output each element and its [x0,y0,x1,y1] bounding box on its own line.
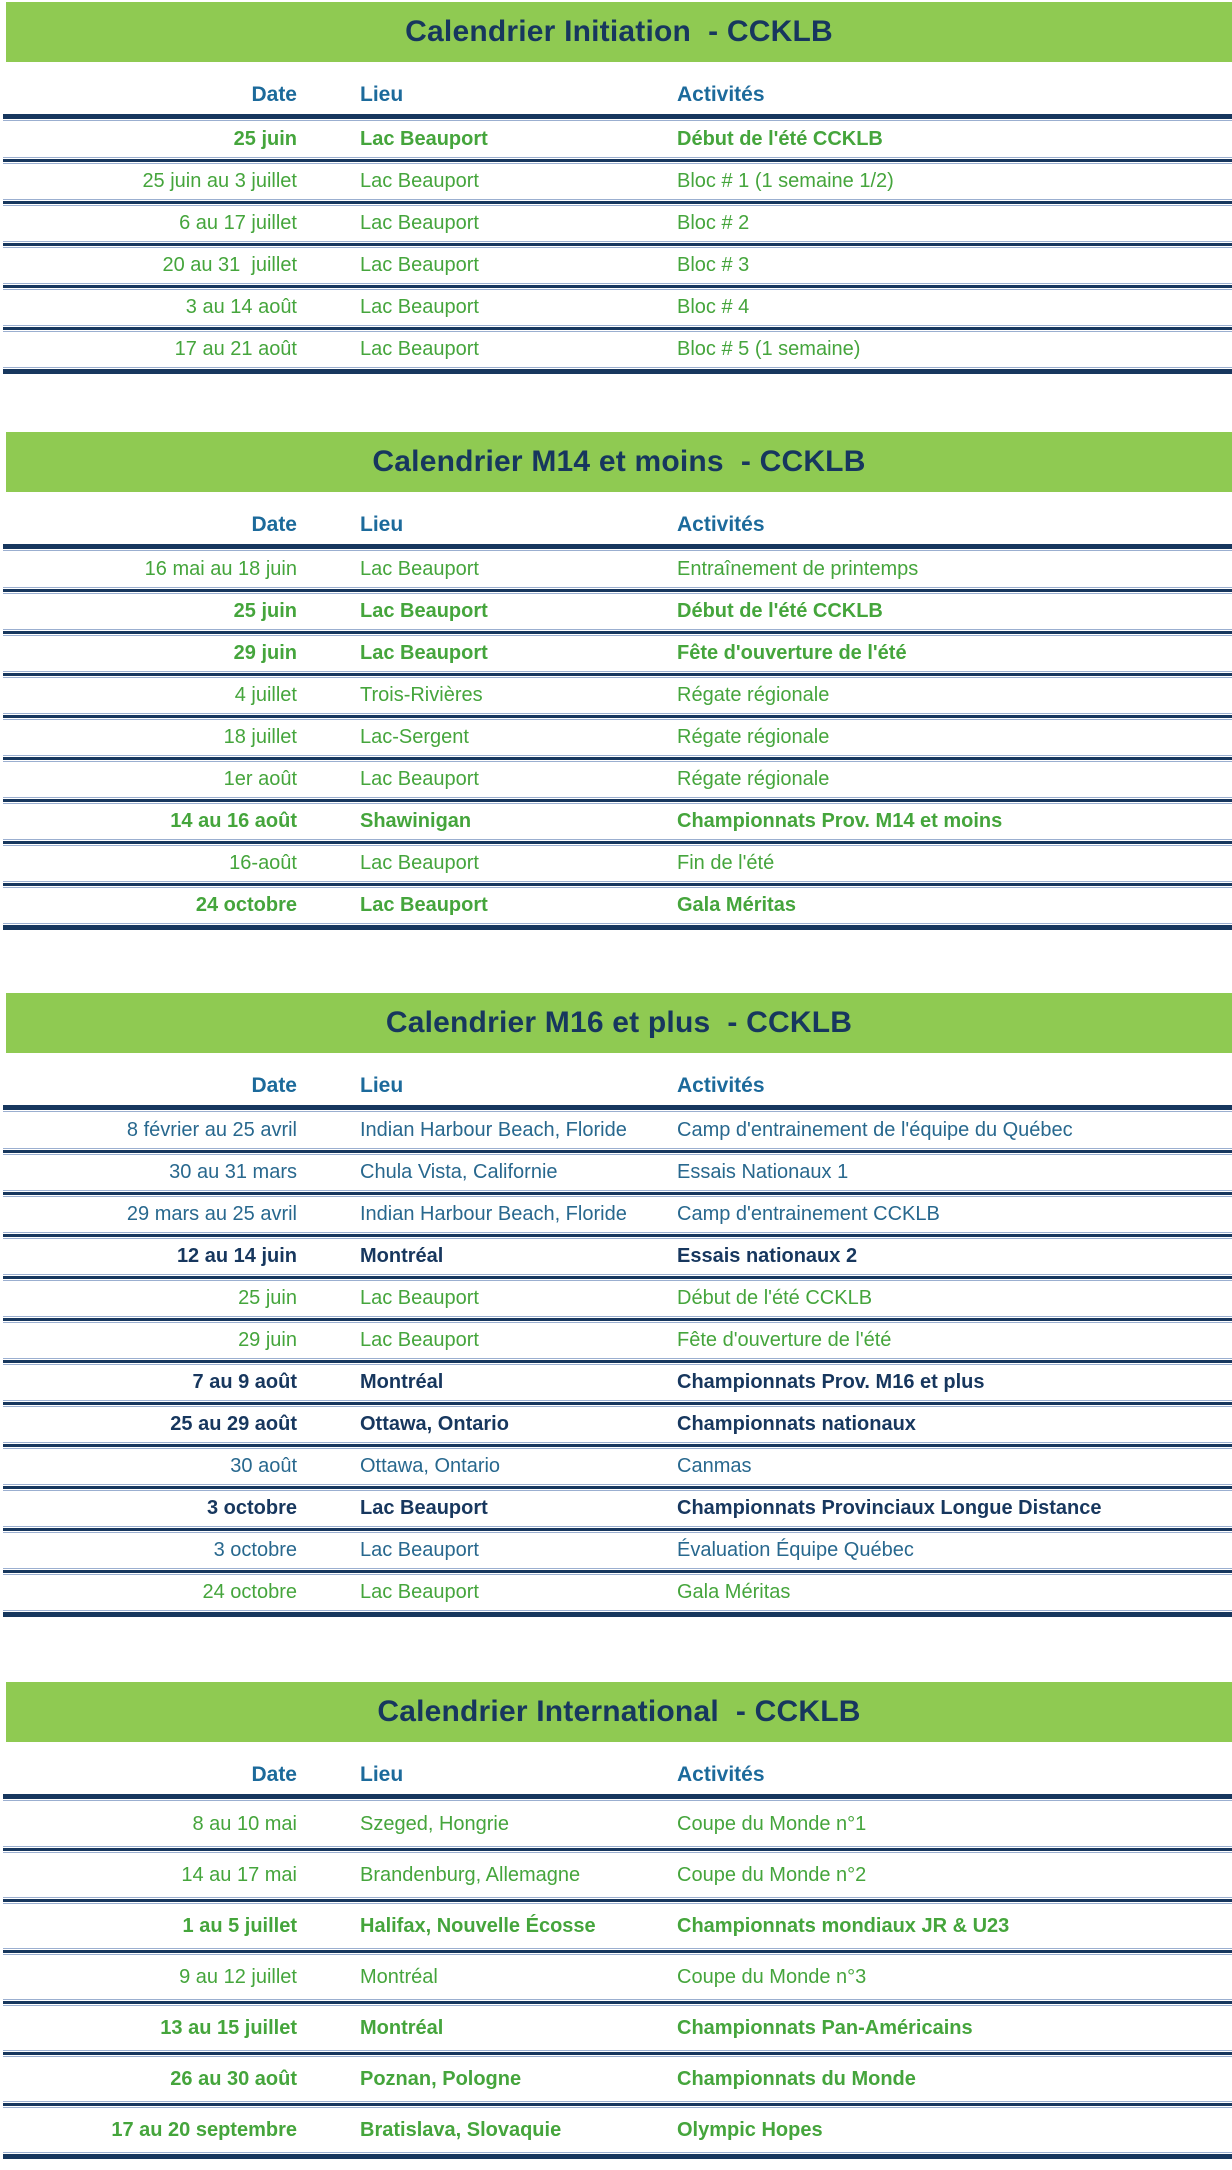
row-separator-line [3,755,1232,762]
cell-date: 29 juin [233,642,297,664]
cell-lieu: Poznan, Pologne [360,2067,522,2090]
table-row [0,552,1232,587]
cell-activite: Bloc # 5 (1 semaine) [677,338,861,360]
cell-date: 30 août [230,1455,297,1477]
table-header-row [0,62,1232,114]
table-row [0,164,1232,199]
cell-activite: Championnats nationaux [677,1413,916,1435]
cell-date: 29 juin [238,1329,297,1351]
cell-lieu: Lac Beauport [360,170,479,192]
cell-activite: Coupe du Monde n°3 [677,1965,867,1988]
calendar-table [0,62,1232,375]
cell-date: 13 au 15 juillet [160,2016,297,2039]
row-separator-line [3,1358,1232,1365]
column-header-lieu: Lieu [360,1763,404,1786]
cell-lieu: Bratislava, Slovaquie [360,2118,562,2141]
section-title: Calendrier M16 et plus - CCKLB [385,1006,853,1039]
table-row [0,1155,1232,1190]
cell-activite: Évaluation Équipe Québec [677,1539,914,1561]
cell-lieu: Lac Beauport [360,852,479,874]
cell-date: 30 au 31 mars [169,1161,297,1183]
row-separator-line [3,1846,1232,1853]
cell-date: 14 au 16 août [170,810,297,832]
column-header-date: Date [251,1763,297,1786]
table-row [0,636,1232,671]
row-separator-line [3,839,1232,846]
cell-activite: Début de l'été CCKLB [677,1287,873,1309]
row-separator-line [3,1897,1232,1904]
cell-lieu: Indian Harbour Beach, Floride [360,1119,627,1141]
table-row [0,2057,1232,2101]
header-separator-line [3,544,1232,552]
table-row [0,290,1232,325]
table-row [0,1407,1232,1442]
cell-activite: Fin de l'été [677,852,775,874]
cell-activite: Essais nationaux 2 [677,1245,858,1267]
table-row [0,248,1232,283]
cell-date: 17 au 21 août [174,338,297,360]
table-row [0,1113,1232,1148]
row-separator-line [3,881,1232,888]
row-separator-line [3,629,1232,636]
cell-lieu: Lac Beauport [360,254,479,276]
section-end-line [3,367,1232,375]
section-title: Calendrier M14 et moins - CCKLB [372,445,866,478]
table-row [0,1323,1232,1358]
cell-lieu: Lac Beauport [360,1581,479,1603]
table-row [0,1802,1232,1846]
cell-lieu: Lac Beauport [360,296,479,318]
column-header-activites: Activités [677,1763,765,1786]
cell-date: 12 au 14 juin [176,1245,297,1267]
row-separator-line [3,1526,1232,1533]
section-title-banner [6,432,1232,492]
cell-activite: Canmas [677,1455,752,1477]
row-separator-line [3,157,1232,164]
cell-lieu: Lac Beauport [360,600,488,622]
column-header-date: Date [251,83,297,106]
cell-activite: Régate régionale [677,684,830,706]
column-header-date: Date [251,1074,297,1097]
cell-activite: Fête d'ouverture de l'été [677,1329,892,1351]
cell-activite: Régate régionale [677,726,830,748]
table-row [0,2006,1232,2050]
table-row [0,1197,1232,1232]
cell-date: 8 février au 25 avril [126,1119,297,1141]
table-row [0,332,1232,367]
cell-date: 25 juin [238,1287,297,1309]
cell-activite: Bloc # 3 [677,254,750,276]
cell-activite: Camp d'entrainement de l'équipe du Québec [677,1119,1073,1141]
cell-activite: Camp d'entrainement CCKLB [677,1203,940,1225]
cell-activite: Gala Méritas [677,894,796,916]
cell-lieu: Lac Beauport [360,1497,488,1519]
cell-lieu: Montréal [360,1245,444,1267]
cell-activite: Fête d'ouverture de l'été [677,642,907,664]
column-header-activites: Activités [677,1074,765,1097]
cell-activite: Bloc # 1 (1 semaine 1/2) [677,170,894,192]
cell-lieu: Lac Beauport [360,128,488,150]
cell-activite: Entraînement de printemps [677,558,919,580]
cell-activite: Coupe du Monde n°1 [677,1812,867,1835]
cell-date: 3 au 14 août [185,296,297,318]
row-separator-line [3,671,1232,678]
table-row [0,678,1232,713]
cell-date: 25 au 29 août [170,1413,297,1435]
cell-date: 26 au 30 août [170,2067,297,2090]
column-header-lieu: Lieu [360,513,404,536]
cell-activite: Championnats Prov. M14 et moins [677,810,1003,832]
cell-date: 20 au 31 juillet [162,254,297,276]
calendar-section-3 [0,993,1232,1618]
row-separator-line [3,2050,1232,2057]
cell-activite: Début de l'été CCKLB [677,600,883,622]
cell-date: 17 au 20 septembre [111,2118,297,2141]
cell-date: 16-août [229,852,297,874]
calendar-section-4 [0,1682,1232,2160]
table-header-row [0,492,1232,544]
cell-lieu: Lac Beauport [360,642,488,664]
cell-date: 9 au 12 juillet [179,1965,297,1988]
cell-lieu: Lac Beauport [360,1287,479,1309]
table-row [0,1281,1232,1316]
section-end-line [3,1610,1232,1618]
cell-lieu: Chula Vista, Californie [360,1161,558,1183]
table-row [0,1449,1232,1484]
cell-date: 1 au 5 juillet [182,1914,297,1937]
column-header-lieu: Lieu [360,83,404,106]
cell-lieu: Montréal [360,1965,438,1988]
row-separator-line [3,1484,1232,1491]
calendar-table [0,1742,1232,2160]
table-row [0,206,1232,241]
table-row [0,804,1232,839]
cell-date: 25 juin [233,600,297,622]
cell-activite: Bloc # 4 [677,296,750,318]
cell-date: 25 juin [233,128,297,150]
row-separator-line [3,1442,1232,1449]
cell-lieu: Szeged, Hongrie [360,1812,509,1835]
table-row [0,1533,1232,1568]
cell-activite: Début de l'été CCKLB [677,128,883,150]
row-separator-line [3,1999,1232,2006]
row-separator-line [3,1948,1232,1955]
table-row [0,1904,1232,1948]
calendar-table [0,1053,1232,1618]
column-header-date: Date [251,513,297,536]
row-separator-line [3,241,1232,248]
cell-lieu: Brandenburg, Allemagne [360,1863,581,1886]
table-row [0,762,1232,797]
cell-date: 4 juillet [234,684,297,706]
cell-activite: Championnats Prov. M16 et plus [677,1371,985,1393]
table-row [0,1239,1232,1274]
section-title: Calendrier Initiation - CCKLB [405,15,833,48]
cell-lieu: Trois-Rivières [360,684,483,706]
header-separator-line [3,114,1232,122]
cell-activite: Bloc # 2 [677,212,750,234]
row-separator-line [3,797,1232,804]
table-row [0,1491,1232,1526]
cell-lieu: Ottawa, Ontario [360,1413,509,1435]
row-separator-line [3,199,1232,206]
row-separator-line [3,1232,1232,1239]
cell-lieu: Lac Beauport [360,768,479,790]
row-separator-line [3,587,1232,594]
cell-date: 24 octobre [195,894,297,916]
cell-activite: Championnats mondiaux JR & U23 [677,1914,1010,1937]
cell-date: 7 au 9 août [192,1371,297,1393]
cell-activite: Essais Nationaux 1 [677,1161,849,1183]
table-row [0,1575,1232,1610]
cell-lieu: Lac Beauport [360,894,488,916]
cell-lieu: Halifax, Nouvelle Écosse [360,1914,596,1937]
row-separator-line [3,1190,1232,1197]
cell-lieu: Indian Harbour Beach, Floride [360,1203,627,1225]
cell-date: 1er août [223,768,297,790]
cell-activite: Régate régionale [677,768,830,790]
table-header-row [0,1742,1232,1794]
cell-activite: Championnats Provinciaux Longue Distance [677,1497,1102,1519]
table-row [0,594,1232,629]
cell-date: 8 au 10 mai [192,1812,297,1835]
cell-date: 29 mars au 25 avril [126,1203,297,1225]
cell-activite: Olympic Hopes [677,2118,823,2141]
calendar-section-2 [0,432,1232,931]
row-separator-line [3,325,1232,332]
cell-activite: Coupe du Monde n°2 [677,1863,867,1886]
column-header-activites: Activités [677,513,765,536]
table-header-row [0,1053,1232,1105]
cell-date: 14 au 17 mai [181,1863,297,1886]
cell-lieu: Lac Beauport [360,1539,479,1561]
cell-date: 3 octobre [213,1539,297,1561]
row-separator-line [3,1400,1232,1407]
column-header-activites: Activités [677,83,765,106]
row-separator-line [3,1568,1232,1575]
cell-lieu: Montréal [360,2016,444,2039]
cell-lieu: Shawinigan [360,810,472,832]
calendar-section-1 [0,2,1232,375]
table-row [0,122,1232,157]
section-end-line [3,2152,1232,2160]
row-separator-line [3,1148,1232,1155]
row-separator-line [3,2101,1232,2108]
cell-date: 18 juillet [223,726,297,748]
table-row [0,1853,1232,1897]
table-row [0,720,1232,755]
section-title-banner [6,993,1232,1053]
calendar-document [0,2,1232,2160]
cell-activite: Championnats du Monde [677,2067,916,2090]
calendar-table [0,492,1232,931]
column-header-lieu: Lieu [360,1074,404,1097]
cell-lieu: Lac Beauport [360,338,479,360]
cell-lieu: Lac Beauport [360,1329,479,1351]
table-row [0,1955,1232,1999]
cell-lieu: Lac Beauport [360,212,479,234]
cell-lieu: Montréal [360,1371,444,1393]
row-separator-line [3,283,1232,290]
cell-lieu: Lac Beauport [360,558,479,580]
cell-lieu: Ottawa, Ontario [360,1455,501,1477]
cell-date: 6 au 17 juillet [179,212,297,234]
section-title: Calendrier International - CCKLB [377,1695,861,1728]
cell-date: 25 juin au 3 juillet [142,170,297,192]
cell-activite: Championnats Pan-Américains [677,2016,973,2039]
row-separator-line [3,1274,1232,1281]
cell-date: 24 octobre [202,1581,297,1603]
section-title-banner [6,2,1232,62]
table-row [0,846,1232,881]
cell-date: 16 mai au 18 juin [144,558,297,580]
table-row [0,888,1232,923]
cell-date: 3 octobre [206,1497,297,1519]
table-row [0,1365,1232,1400]
section-end-line [3,923,1232,931]
row-separator-line [3,1316,1232,1323]
cell-activite: Gala Méritas [677,1581,791,1603]
section-title-banner [6,1682,1232,1742]
header-separator-line [3,1794,1232,1802]
row-separator-line [3,713,1232,720]
table-row [0,2108,1232,2152]
cell-lieu: Lac-Sergent [360,726,469,748]
header-separator-line [3,1105,1232,1113]
